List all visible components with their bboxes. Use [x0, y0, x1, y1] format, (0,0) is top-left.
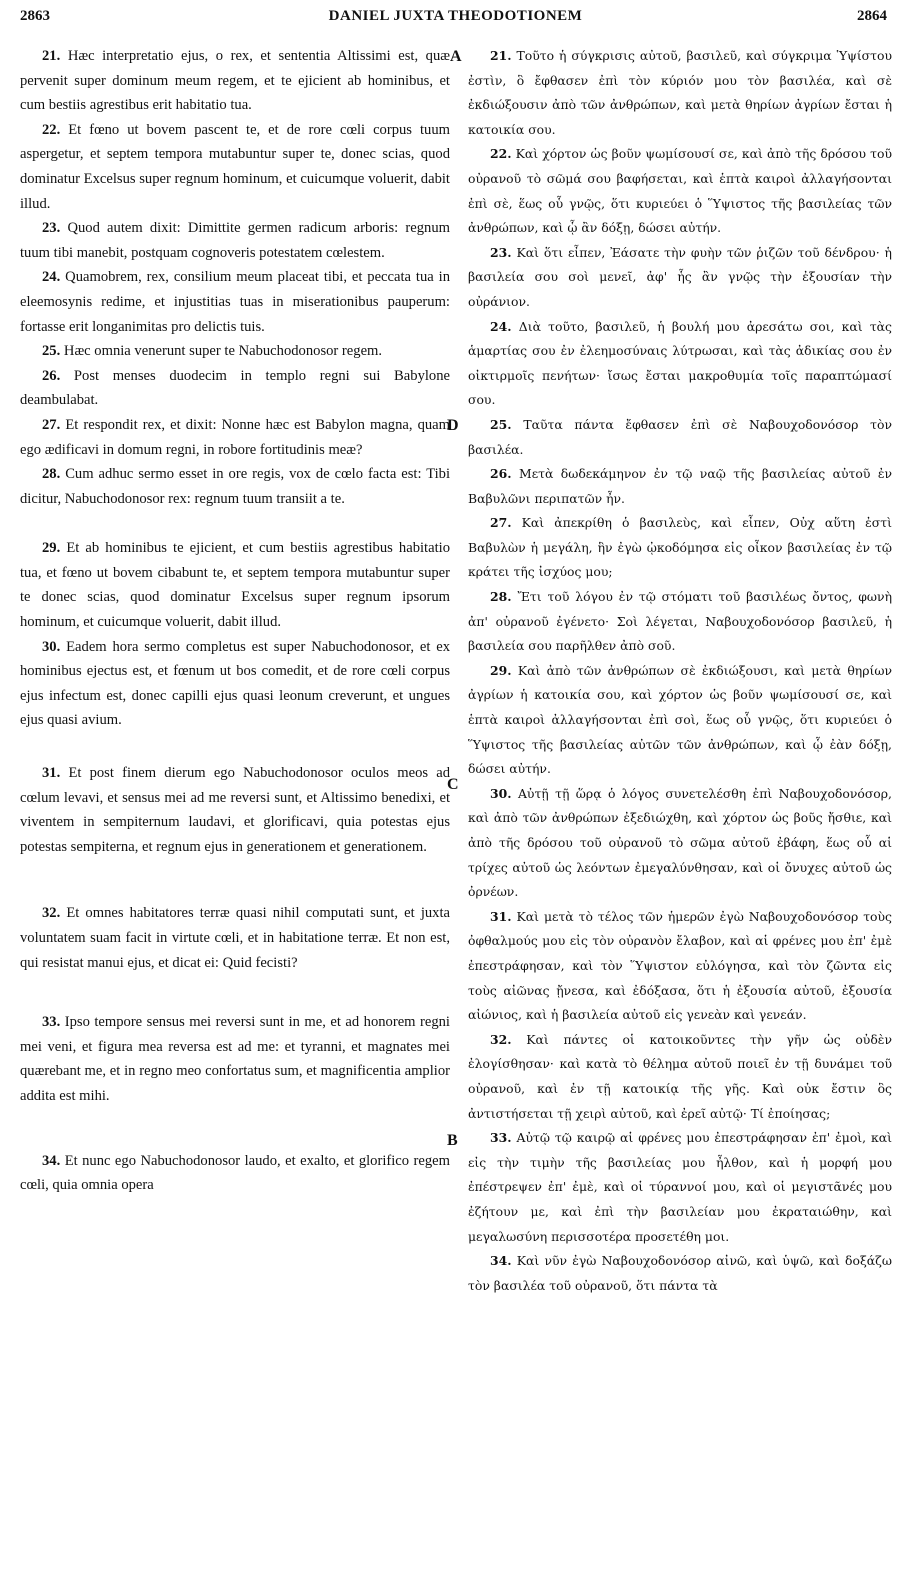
verse-number: 24. [42, 269, 61, 286]
verse-text: Αὐτῇ τῇ ὥρᾳ ὁ λόγος συνετελέσθη ἐπὶ Ναβουχοδονόσορ, καὶ ἀπὸ τῶν ἀνθρώπων ἐξεδιώχθη, καὶ χόρτον ὡς βοῦς ἤσθιε, καὶ ἀπὸ τῆς δρόσου τοῦ οὐρανοῦ τὸ σῶμα αὐτοῦ ἐβάφη, ἕως οὗ αἱ τρίχες αὐτοῦ ὡς λεόντων ἐμεγαλύνθησαν, καὶ οἱ ὄνυχες αὐτοῦ ὡς ὀρνέων. [468, 785, 892, 900]
margin-letter-d: D [447, 417, 459, 434]
verse-number: 31. [490, 908, 512, 924]
latin-column [20, 44, 450, 1198]
greek-verse [468, 511, 892, 585]
verse-number: 30. [42, 638, 61, 655]
verse-number: 30. [490, 785, 512, 801]
verse-text: Post menses duodecim in templo regni sui Babylone deambulabat. [20, 367, 450, 409]
verse-text: Καὶ ἀπὸ τῶν ἀνθρώπων σὲ ἐκδιώξουσι, καὶ μετὰ θηρίων ἀγρίων ἡ κατοικία σου, καὶ χόρτον ὡς βοῦν ψωμίσουσί σε, καὶ ἑπτὰ καιροὶ ἀλλαγήσονται ἐπὶ σοὶ, ἕως οὗ γνῷς, ὅτι κυριεύει ὁ Ὕψιστος τῆς βασιλείας αὐτῶν τῶν ἀνθρώπων, καὶ ᾧ ἐὰν δόξῃ, δώσει αὐτήν. [468, 662, 892, 777]
greek-verse [468, 462, 892, 511]
latin-verse [20, 216, 450, 265]
greek-verse [468, 1249, 892, 1298]
verse-text: Ἔτι τοῦ λόγου ἐν τῷ στόματι τοῦ βασιλέως ὄντος, φωνὴ ἀπ' οὐρανοῦ ἐγένετο· Σοὶ λέγεται, Ναβουχοδονόσορ βασιλεῦ, ἡ βασιλεία σου παρῆλθεν ἀπὸ σοῦ. [468, 589, 892, 654]
latin-verse [20, 761, 450, 859]
verse-text: Καὶ ὅτι εἶπεν, Ἐάσατε τὴν φυὴν τῶν ῥιζῶν τοῦ δένδρου· ἡ βασιλεία σου σοὶ μενεῖ, ἀφ' ἧς ἂν γνῷς τὴν ἐξουσίαν τὴν οὐράνιον. [468, 244, 892, 309]
verse-number: 26. [42, 367, 61, 384]
verse-number: 23. [490, 244, 512, 260]
verse-number: 32. [490, 1031, 512, 1047]
verse-text: Καὶ χόρτον ὡς βοῦν ψωμίσουσί σε, καὶ ἀπὸ τῆς δρόσου τοῦ οὐρανοῦ τὸ σῶμά σου βαφήσεται, καὶ ἑπτὰ καιροὶ ἀλλαγήσονται ἐπὶ σὲ, ἕως οὗ γνῷς, ὅτι κυριεύει ὁ Ὕψιστος τῆς βασιλείας τῶν ἀνθρώπων, καὶ ᾧ ἂν δόξῃ, δώσει αὐτήν. [468, 146, 892, 236]
verse-number: 29. [490, 662, 512, 678]
verse-number: 32. [42, 905, 61, 922]
verse-number: 23. [42, 220, 61, 237]
page-number-right: 2864 [857, 8, 887, 24]
latin-verse [20, 339, 450, 364]
verse-number: 21. [42, 48, 61, 64]
verse-number: 31. [42, 765, 61, 782]
greek-verse [468, 142, 892, 240]
verse-text: Διὰ τοῦτο, βασιλεῦ, ἡ βουλή μου ἀρεσάτω σοι, καὶ τὰς ἁμαρτίας σου ἐν ἐλεημοσύναις λύτρωσαι, καὶ τὰς ἀδικίας σου ἐν οἰκτιρμοῖς πενήτων· ἴσως ἔσται μακροθυμία τοῖς παραπτώμασί σου. [468, 318, 892, 408]
latin-verse [20, 44, 450, 118]
verse-text: Et post finem dierum ego Nabuchodonosor oculos meos ad cœlum levavi, et sensus mei ad me reversi sunt, et Altissimo benedixi, et viventem in sempiternum laudavi, et glorificavi, quia potestas ejus potestas sempiterna, et regnum ejus in generationem et generationem. [20, 765, 450, 855]
verse-number: 22. [42, 121, 61, 138]
page-header [0, 0, 911, 40]
margin-letter-a: A [450, 48, 462, 65]
latin-verse [20, 118, 450, 216]
verse-text: Cum adhuc sermo esset in ore regis, vox de cœlo facta est: Tibi dicitur, Nabuchodonosor rex: regnum tuum transiit a te. [20, 466, 450, 507]
verse-number: 27. [42, 416, 61, 433]
page-number-left: 2863 [20, 8, 50, 24]
latin-verse [20, 635, 450, 733]
greek-verse [468, 1028, 892, 1126]
verse-text: Eadem hora sermo completus est super Nabuchodonosor, et ex hominibus ejectus est, et fœnum ut bos comedit, et de rore cœli corpus ejus infectum est, donec capilli ejus quasi leonum creverunt, et ungues ejus quasi avium. [20, 638, 451, 729]
greek-verse [468, 585, 892, 659]
verse-text: Ταῦτα πάντα ἔφθασεν ἐπὶ σὲ Ναβουχοδονόσορ τὸν βασιλέα. [468, 416, 892, 457]
verse-text: Καὶ μετὰ τὸ τέλος τῶν ἡμερῶν ἐγὼ Ναβουχοδονόσορ τοὺς ὀφθαλμούς μου εἰς τὸν οὐρανὸν ἔλαβον, καὶ αἱ φρένες μου ἐπ' ἐμὲ ἐπεστράφησαν, καὶ τὸν Ὕψιστον εὐλόγησα, καὶ τὸν ζῶντα εἰς τοὺς αἰῶνας ᾔνεσα, καὶ ἐδόξασα, ὅτι ἡ ἐξουσία αὐτοῦ, ἐξουσία αἰώνιος, καὶ ἡ βασιλεία αὐτοῦ εἰς γενεὰν καὶ γενεάν. [468, 908, 892, 1023]
latin-verse [20, 364, 450, 413]
verse-number: 25. [42, 343, 61, 360]
verse-number: 33. [42, 1014, 61, 1031]
latin-verse [20, 265, 450, 339]
greek-verse [468, 315, 892, 413]
verse-text: Hæc interpretatio ejus, o rex, et sententia Altissimi est, quæ pervenit super dominum meum regem, et te ejicient ab hominibus, et cum bestiis agrestibus erit habitatio tua. [20, 48, 450, 114]
latin-verse [20, 1010, 450, 1108]
verse-text: Μετὰ δωδεκάμηνον ἐν τῷ ναῷ τῆς βασιλείας αὐτοῦ ἐν Βαβυλῶνι περιπατῶν ἦν. [468, 466, 892, 506]
greek-verse [468, 241, 892, 315]
greek-verse [468, 659, 892, 782]
verse-text: Καὶ πάντες οἱ κατοικοῦντες τὴν γῆν ὡς οὐδὲν ἐλογίσθησαν· καὶ κατὰ τὸ θέλημα αὐτοῦ ποιεῖ ἐν τῇ δυνάμει τοῦ οὐρανοῦ, καὶ ἐν τῇ κατοικίᾳ τῆς γῆς. Καὶ οὐκ ἔστιν ὃς ἀντιστήσεται τῇ χειρὶ αὐτοῦ, καὶ ἐρεῖ αὐτῷ· Τί ἐποίησας; [468, 1031, 892, 1121]
greek-column [468, 44, 892, 1298]
latin-verse [20, 462, 450, 511]
verse-text: Quamobrem, rex, consilium meum placeat tibi, et peccata tua in eleemosynis redime, et injustitias tuas in miserationibus pauperum: fortasse erit longanimitas pro delictis tuis. [20, 269, 450, 335]
verse-number: 34. [42, 1152, 61, 1169]
latin-verse [20, 1149, 450, 1198]
spacer [20, 975, 450, 1010]
greek-verse [468, 782, 892, 905]
verse-text: Hæc omnia venerunt super te Nabuchodonosor regem. [63, 343, 383, 360]
latin-verse [20, 536, 450, 634]
verse-number: 25. [490, 416, 512, 432]
verse-text: Τοῦτο ἡ σύγκρισις αὐτοῦ, βασιλεῦ, καὶ σύγκριμα Ὑψίστου ἐστὶν, ὃ ἔφθασεν ἐπὶ τὸν κύριόν μου τὸν βασιλέα, καὶ σὲ ἐκδιώξουσιν ἀπὸ τῶν ἀνθρώπων, καὶ μετὰ θηρίων ἀγρίων ἔσται ἡ κατοικία σου. [468, 48, 892, 137]
verse-number: 28. [490, 589, 512, 605]
spacer [20, 859, 450, 901]
verse-text: Et ab hominibus te ejicient, et cum bestiis agrestibus habitatio tua, et fœno ut bovem cibabunt te, et septem tempora mutabuntur super te donec scias, quod dominatur Excelsus super regnum ipsorum hominum, et cuicumque voluerit, dabit illud. [20, 540, 450, 631]
verse-text: Καὶ νῦν ἐγὼ Ναβουχοδονόσορ αἰνῶ, καὶ ὑψῶ, καὶ δοξάζω τὸν βασιλέα τοῦ οὐρανοῦ, ὅτι πάντα τὰ [468, 1253, 892, 1293]
greek-verse [468, 413, 892, 462]
greek-verse [468, 905, 892, 1028]
greek-verse [468, 44, 892, 142]
verse-text: Καὶ ἀπεκρίθη ὁ βασιλεὺς, καὶ εἶπεν, Οὐχ αὕτη ἐστὶ Βαβυλὼν ἡ μεγάλη, ἣν ἐγὼ ᾠκοδόμησα εἰς οἶκον βασιλείας ἐν τῷ κράτει τῆς ἰσχύος μου; [468, 515, 892, 580]
verse-text: Et respondit rex, et dixit: Nonne hæc est Babylon magna, quam ego ædificavi in domum regni, in robore fortitudinis meæ? [20, 416, 450, 458]
spacer [20, 1109, 450, 1149]
verse-number: 34. [490, 1253, 512, 1269]
running-title: DANIEL JUXTA THEODOTIONEM [328, 8, 583, 24]
verse-number: 27. [490, 515, 512, 531]
verse-text: Et omnes habitatores terræ quasi nihil computati sunt, et juxta voluntatem suam facit in virtute cœli, et in habitatione terræ. Et non est, qui resistat manui ejus, et dicat ei: Quid fecisti? [20, 905, 450, 971]
verse-number: 24. [490, 318, 512, 334]
verse-number: 28. [42, 466, 61, 483]
spacer [20, 733, 450, 761]
verse-text: Et fœno ut bovem pascent te, et de rore cœli corpus tuum aspergetur, et septem tempora mutabuntur super te, donec scias, quod dominatur Excelsus super regnum hominum, et cuicumque voluerit, dabit illud. [20, 121, 450, 212]
verse-number: 29. [42, 540, 61, 557]
latin-verse [20, 901, 450, 975]
verse-number: 26. [490, 466, 512, 482]
verse-number: 22. [490, 146, 512, 162]
greek-verse [468, 1126, 892, 1249]
spacer [20, 511, 450, 536]
verse-text: Quod autem dixit: Dimittite germen radicum arboris: regnum tuum tibi manebit, postquam cognoveris potestatem cœlestem. [20, 220, 450, 261]
latin-verse [20, 413, 450, 462]
verse-number: 33. [490, 1130, 512, 1146]
verse-text: Ipso tempore sensus mei reversi sunt in me, et ad honorem regni mei veni, et figura mea reversa est ad me: et tyranni, et magnates mei quærebant me, et in regno meo confortatus sum, et magnificentia amplior addita est mihi. [20, 1014, 450, 1104]
verse-text: Αὐτῷ τῷ καιρῷ αἱ φρένες μου ἐπεστράφησαν ἐπ' ἐμοὶ, καὶ εἰς τὴν τιμὴν τῆς βασιλείας μου ἦλθον, καὶ ἡ μορφή μου ἐπέστρεψεν ἐπ' ἐμὲ, καὶ οἱ τύραννοί μου, καὶ οἱ μεγιστᾶνές μου ἐζήτουν με, καὶ ἐπὶ τὴν βασιλείαν μου ἐκραταιώθην, καὶ μεγαλωσύνη περισσοτέρα προσετέθη μοι. [468, 1130, 892, 1244]
verse-number: 21. [490, 48, 512, 63]
verse-text: Et nunc ego Nabuchodonosor laudo, et exalto, et glorifico regem cœli, quia omnia opera [20, 1152, 450, 1194]
margin-letter-b: B [447, 1132, 458, 1149]
margin-letter-c: C [447, 776, 459, 793]
